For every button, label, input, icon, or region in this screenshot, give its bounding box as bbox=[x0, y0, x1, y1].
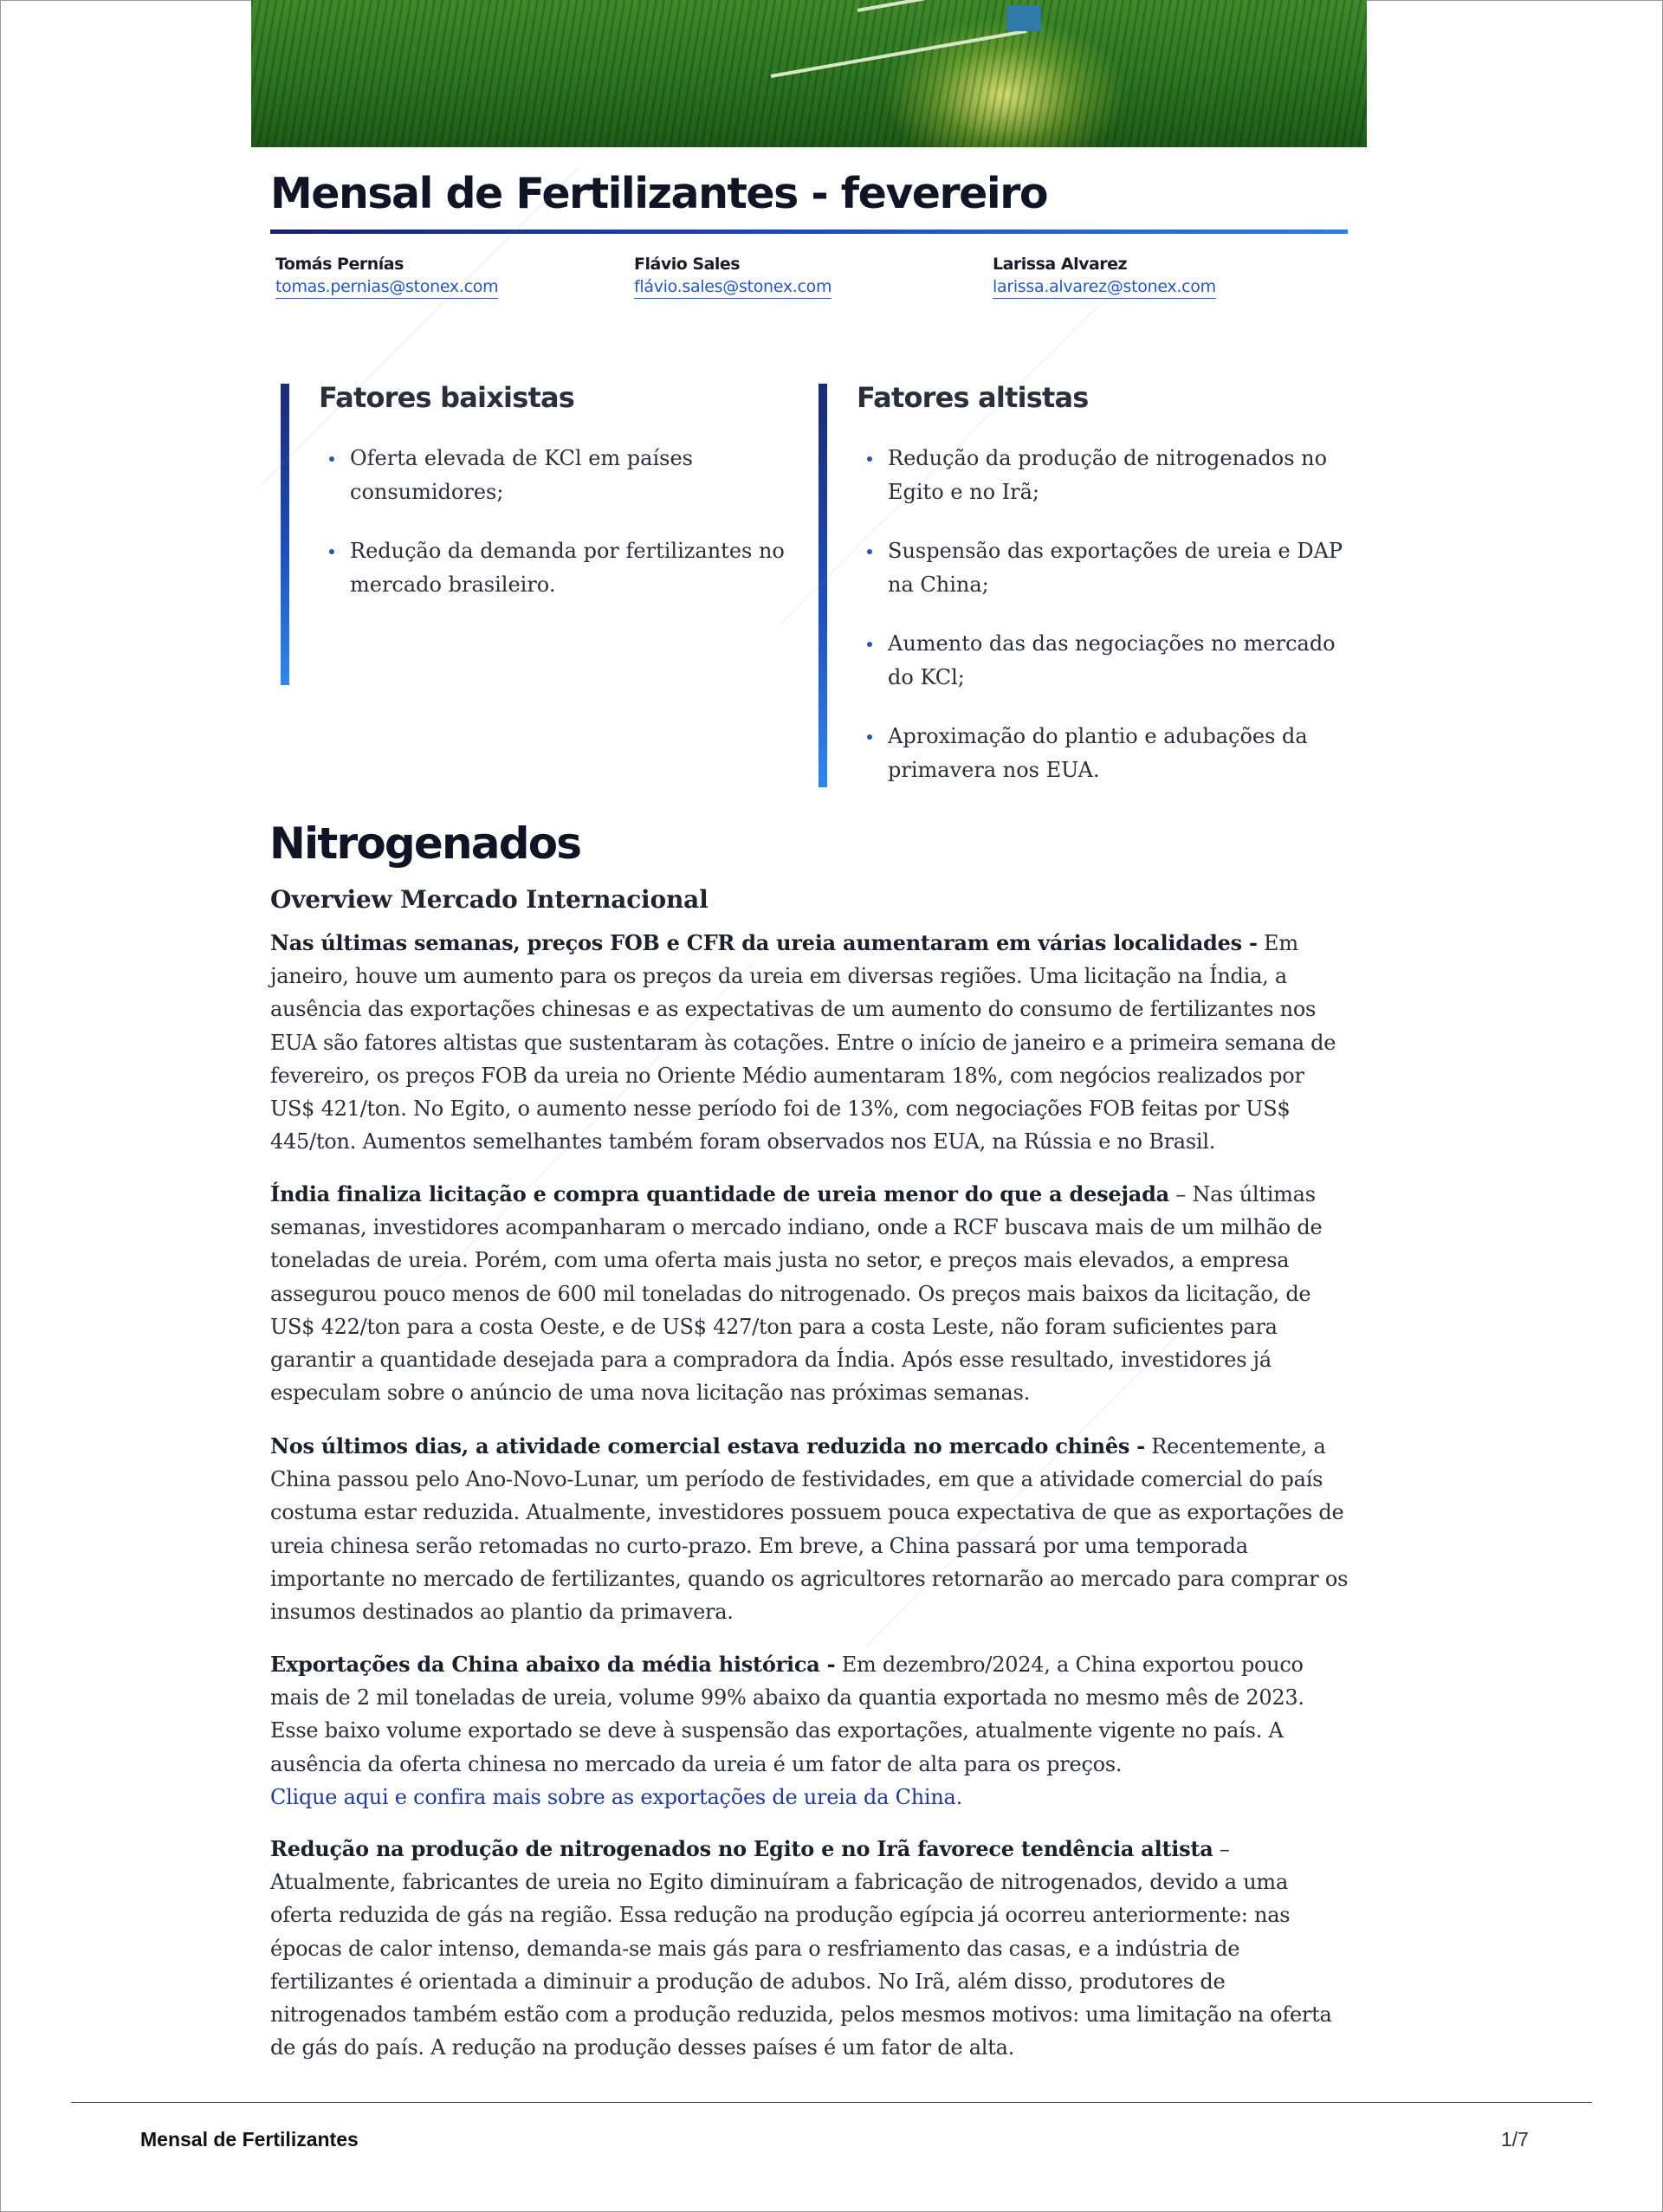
author-name: Tomás Pernías bbox=[275, 255, 404, 274]
footer-divider bbox=[71, 2102, 1592, 2103]
paragraph bbox=[270, 927, 1353, 1158]
subsection-title: Overview Mercado Internacional bbox=[270, 885, 709, 914]
list-item: Oferta elevada de KCl em países consumidores; bbox=[327, 442, 795, 509]
author-email-link[interactable]: flávio.sales@stonex.com bbox=[634, 277, 832, 299]
page-number: 1/7 bbox=[1501, 2128, 1529, 2151]
bullish-factors-title: Fatores altistas bbox=[857, 381, 1089, 414]
author-email-link[interactable]: tomas.pernias@stonex.com bbox=[275, 277, 498, 299]
bearish-factors-list bbox=[327, 442, 795, 627]
paragraph-block bbox=[270, 927, 1353, 1158]
tractor-shape bbox=[1006, 5, 1041, 31]
bullish-factors-list bbox=[865, 442, 1350, 812]
paragraph-lead: Índia finaliza licitação e compra quantidade de ureia menor do que a desejada bbox=[270, 1181, 1169, 1206]
author-name: Flávio Sales bbox=[634, 255, 741, 274]
paragraph-block bbox=[270, 1833, 1353, 2064]
author-block bbox=[993, 255, 1216, 299]
paragraph-block bbox=[270, 1648, 1353, 1814]
list-item: Aproximação do plantio e adubações da primavera nos EUA. bbox=[865, 720, 1350, 787]
author-block bbox=[275, 255, 498, 299]
list-item: Aumento das das negociações no mercado do KCl; bbox=[865, 627, 1350, 695]
footer-title: Mensal de Fertilizantes bbox=[140, 2128, 359, 2151]
china-exports-link[interactable]: Clique aqui e confira mais sobre as exportações de ureia da China. bbox=[270, 1784, 962, 1809]
paragraph-text: – Nas últimas semanas, investidores acompanharam o mercado indiano, onde a RCF buscava mais de um milhão de toneladas de ureia. Porém, com uma oferta mais justa no setor, e preços mais elevados, a empresa assegurou pouco menos de 600 mil toneladas do nitrogenado. Os preços mais baixos da licitação, de US$ 422/ton para a costa Oeste, e de US$ 427/ton para a costa Leste, não foram suficientes para garantir a quantidade desejada para a compradora da Índia. Após esse resultado, investidores já especulam sobre o anúncio de uma nova licitação nas próximas semanas. bbox=[270, 1182, 1323, 1406]
paragraph bbox=[270, 1833, 1353, 2064]
paragraph-lead: Nos últimos dias, a atividade comercial estava reduzida no mercado chinês - bbox=[270, 1433, 1145, 1458]
paragraph-block bbox=[270, 1430, 1353, 1628]
author-email-link[interactable]: larissa.alvarez@stonex.com bbox=[993, 277, 1216, 299]
paragraph-lead: Exportações da China abaixo da média histórica - bbox=[270, 1652, 836, 1677]
section-title: Nitrogenados bbox=[269, 818, 581, 869]
paragraph bbox=[270, 1178, 1353, 1409]
paragraph-lead: Nas últimas semanas, preços FOB e CFR da ureia aumentaram em várias localidades - bbox=[270, 930, 1258, 955]
paragraph-block bbox=[270, 1178, 1353, 1409]
sprayer-boom-left bbox=[771, 29, 1027, 78]
paragraph bbox=[270, 1648, 1353, 1781]
bearish-accent-bar bbox=[281, 384, 289, 685]
paragraph-text: – Atualmente, fabricantes de ureia no Egito diminuíram a fabricação de nitrogenados, devido a uma oferta reduzida de gás na região. Essa redução na produção egípcia já ocorreu anteriormente: nas épocas de calor intenso, demanda-se mais gás para o resfriamento das casas, e a indústria de fertilizantes é orientada a diminuir a produção de adubos. No Irã, além disso, produtores de nitrogenados também estão com a produção reduzida, pelos mesmos motivos: uma limitação na oferta de gás do país. A redução na produção desses países é um fator de alta. bbox=[270, 1837, 1332, 2060]
list-item: Redução da demanda por fertilizantes no mercado brasileiro. bbox=[327, 534, 795, 602]
paragraph-text: Em dezembro/2024, a China exportou pouco mais de 2 mil toneladas de ureia, volume 99% abaixo da quantia exportada no mesmo mês de 2023. Esse baixo volume exportado se deve à suspensão das exportações, atualmente vigente no país. A ausência da oferta chinesa no mercado da ureia é um fator de alta para os preços. bbox=[270, 1653, 1304, 1776]
list-item: Redução da produção de nitrogenados no Egito e no Irã; bbox=[865, 442, 1350, 509]
document-title: Mensal de Fertilizantes - fevereiro bbox=[270, 169, 1048, 218]
paragraph-text: Recentemente, a China passou pelo Ano-Novo-Lunar, um período de festividades, em que a atividade comercial do país costuma estar reduzida. Atualmente, investidores possuem pouca expectativa de que as exportações de ureia chinesa serão retomadas no curto-prazo. Em breve, a China passará por uma temporada importante no mercado de fertilizantes, quando os agricultores retornarão ao mercado para comprar os insumos destinados ao plantio da primavera. bbox=[270, 1434, 1349, 1625]
bearish-factors-title: Fatores baixistas bbox=[319, 381, 574, 414]
paragraph-text: Em janeiro, houve um aumento para os preços da ureia em diversas regiões. Uma licitação na Índia, a ausência das exportações chinesas e as expectativas de um aumento do consumo de fertilizantes nos EUA são fatores altistas que sustentaram às cotações. Entre o início de janeiro e a primeira semana de fevereiro, os preços FOB da ureia no Oriente Médio aumentaram 18%, com negócios realizados por US$ 421/ton. No Egito, o aumento nesse período foi de 13%, com negociações FOB feitas por US$ 445/ton. Aumentos semelhantes também foram observados nos EUA, na Rússia e no Brasil. bbox=[270, 931, 1336, 1155]
bullish-accent-bar bbox=[819, 384, 827, 787]
author-block bbox=[634, 255, 832, 299]
paragraph-lead: Redução na produção de nitrogenados no Egito e no Irã favorece tendência altista bbox=[270, 1836, 1213, 1861]
list-item: Suspensão das exportações de ureia e DAP na China; bbox=[865, 534, 1350, 602]
paragraph bbox=[270, 1430, 1353, 1628]
title-underline bbox=[270, 230, 1348, 234]
sprayer-boom bbox=[857, 0, 1233, 12]
author-name: Larissa Alvarez bbox=[993, 255, 1128, 274]
header-field-image bbox=[251, 0, 1367, 147]
